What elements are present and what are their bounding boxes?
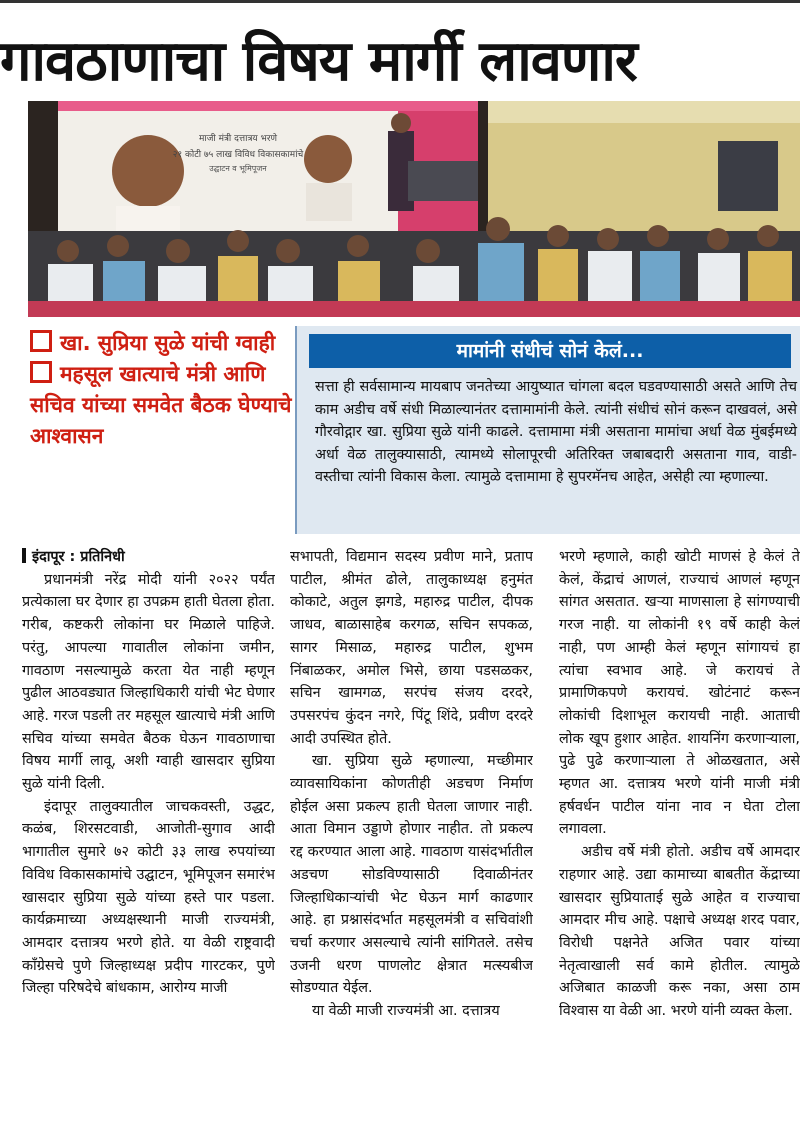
highlight-item [30,359,300,452]
article-column-2 [290,546,533,1144]
article-paragraph: प्रधानमंत्री नरेंद्र मोदी यांनी २०२२ पर्यंत प्रत्येकाला घर देणार हा उपक्रम हाती घेतला होता. गरीब, कष्टकरी लोकांना घर मिळाले पाहिजे. परंतु, आपल्या गावातील लोकांना जमीन, गावठाण नसल्यामुळे करता येत नाही म्हणून पुढील आठवड्यात जिल्हाधिकारी यांची भेट घेणार आहे. गरज पडली तर महसूल खात्याचे मंत्री आणि सचिव यांच्या समवेत बैठक घेऊन गावठाणाचा विषय मार्गी लावू, अशी ग्वाही खासदार सुप्रिया सुळे यांनी दिली. [22,571,275,793]
article-paragraph: भरणे म्हणाले, काही खोटी माणसं हे केलं ते केलं, केंद्राचं आणलं, राज्याचं आणलं म्हणून सांगत असतात. खऱ्या माणसाला हे सांगण्याची गरज नाही. या लोकांनी १९ वर्षे काही केलं नाही, पण आम्ही केलं म्हणून सांगायचं हा त्यांचा स्वभाव आहे. जे करायचं ते प्रामाणिकपणे करायचं. खोटंनाटं करून लोकांची दिशाभूल करायची नाही. आताची लोक खूप हुशार आहेत. शायनिंग करणाऱ्याला, पुढे पुढे करणाऱ्याला ते ओळखतात, असे म्हणत आ. दत्तात्रय भरणे यांनी माजी मंत्री हर्षवर्धन पाटील यांना नाव न घेता टोला लगावला. [559,549,800,838]
banner-text-1: माजी मंत्री दत्तात्रय भरणे [198,134,278,144]
article-paragraph: सभापती, विद्यमान सदस्य प्रवीण माने, प्रताप पाटील, श्रीमंत ढोले, तालुकाध्यक्ष हनुमंत कोकाटे, अतुल झगडे, महारुद्र पाटील, दीपक जाधव, बाळासाहेब करगळ, सचिन सपकळ, सागर मिसाळ, महारुद्र पाटील, शुभम निंबाळकर, अमोल भिसे, छाया पडसळकर, सचिन खामगळ, सरपंच संजय दरदरे, उपसरपंच कुंदन नगरे, पिंटू शिंदे, प्रवीण दरदरे आदी उपस्थित होते. [290,549,533,747]
highlights [30,328,300,528]
dateline-bar [22,548,26,563]
headline: गावठाणाचा विषय मार्गी लावणार [0,29,637,94]
highlight-text: महसूल खात्याचे मंत्री आणि सचिव यांच्या समवेत बैठक घेण्याचे आश्वासन [30,362,292,448]
article-paragraph: अडीच वर्षे मंत्री होतो. अडीच वर्षे आमदार राहणार आहे. उद्या कामाच्या बाबतीत केंद्राच्या खासदार सुप्रियाताई सुळे आहेत व राज्याचा आमदार मीच आहे. पक्षाचे अध्यक्ष शरद पवार, विरोधी पक्षनेते अजित पवार यांच्या नेतृत्वाखाली सर्व कामे होतील. त्यामुळे अजिबात काळजी करू नका, असा ठाम विश्वास या वेळी आ. भरणे यांनी व्यक्त केला. [559,844,800,1020]
article-column-1 [22,546,275,1144]
article-paragraph: इंदापूर तालुक्यातील जाचकवस्ती, उद्धट, कळंब, शिरसटवाडी, आजोती-सुगाव आदी भागातील सुमारे ७२ कोटी ३३ लाख रुपयांच्या विविध विकासकामांचे उद्घाटन, भूमिपूजन समारंभ खासदार सुप्रिया सुळे यांच्या हस्ते पार पडला. कार्यक्रमाच्या अध्यक्षस्थानी माजी राज्यमंत्री, आमदार दत्तात्रय भरणे होते. या वेळी राष्ट्रवादी काँग्रेसचे पुणे जिल्हाध्यक्ष प्रदीप गारटकर, पुणे जिल्हा परिषदेचे बांधकाम, आरोग्य माजी [22,798,275,997]
highlight-text: खा. सुप्रिया सुळे यांची ग्वाही [60,331,276,355]
banner-text-2: २१ कोटी ७५ लाख विविध विकासकामांचे [172,150,304,160]
highlight-item [30,328,300,359]
article-paragraph: या वेळी माजी राज्यमंत्री आ. दत्तात्रय [312,1003,500,1020]
top-rule [0,0,800,3]
quote-body: सत्ता ही सर्वसामान्य मायबाप जनतेच्या आयुष्यात चांगला बदल घडवण्यासाठी असते आणि तेच काम अडीच वर्षे संधी मिळाल्यानंतर दत्तामामांनी केले. त्यांनी संधीचं सोनं करून दाखवलं, असे गौरवोद्गार खा. सुप्रिया सुळे यांनी काढले. दत्तामामा मंत्री असताना मामांचा अर्धा वेळ मुंबईमध्ये अर्धा वेळ तालुक्यासाठी, त्यामध्ये सोलापूरची अतिरिक्त जबाबदारी असताना गाव, वाडी-वस्तीचा त्यांनी विकास केला. त्यामुळे दत्तामामा हे सुपरमॅनच आहेत, असेही त्या म्हणाल्या. [315,379,797,485]
dateline-text: इंदापूर : प्रतिनिधी [32,549,125,565]
quote-box [295,326,800,534]
quote-title: मामांनी संधीचं सोनं केलं... [309,334,791,368]
checkbox-square-icon [30,330,52,352]
event-photo [28,101,800,317]
article-paragraph: खा. सुप्रिया सुळे म्हणाल्या, मच्छीमार व्यावसायिकांना कोणतीही अडचण निर्माण होईल असा प्रकल्प हाती घेतला जाणार नाही. आता विमान उड्डाणे होणार नाहीत. तो प्रकल्प रद्द करण्यात आला आहे. गावठाण यासंदर्भातील अडचण सोडविण्यासाठी दिवाळीनंतर जिल्हाधिकाऱ्यांची भेट घेऊन मार्ग काढणार आहे. हा प्रश्नासंदर्भात महसूलमंत्री व सचिवांशी चर्चा करणार असल्याचे त्यांनी सांगितले. तसेच उजनी धरण पाणलोट क्षेत्रात मत्स्यबीज सोडण्यात येईल. [290,753,533,997]
article-column-3 [559,546,800,1144]
checkbox-square-icon [30,361,52,383]
dateline [22,546,275,569]
banner-text-3: उद्घाटन व भूमिपूजन [209,164,267,173]
